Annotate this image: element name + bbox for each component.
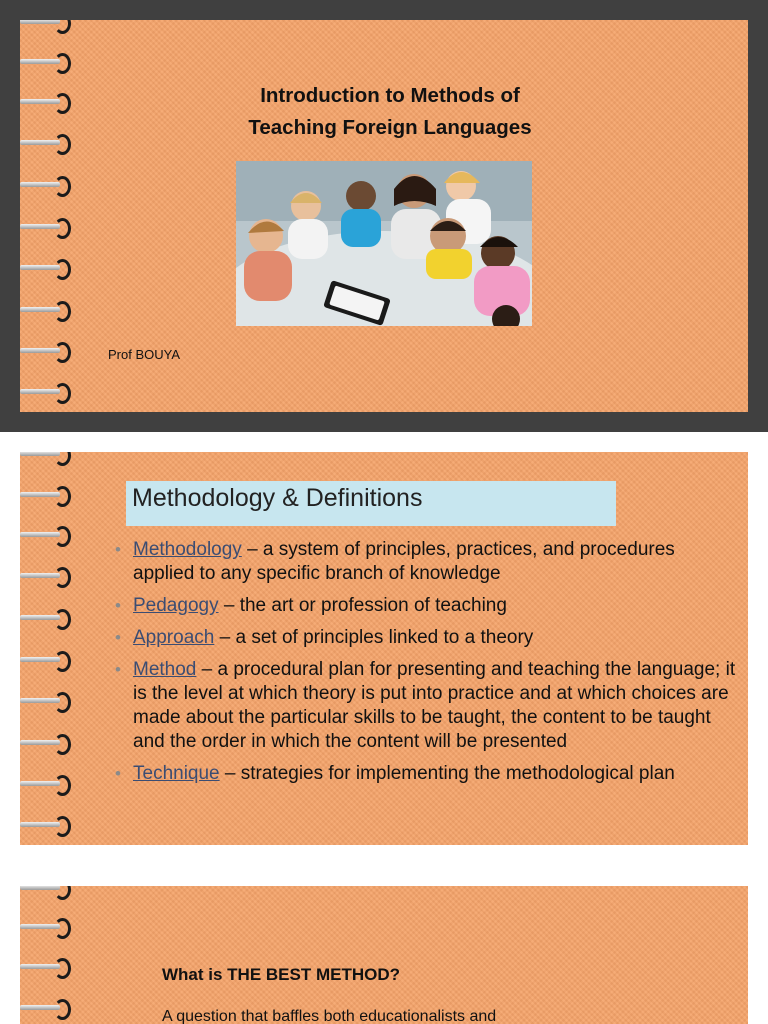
binding-ring-icon (20, 691, 90, 711)
term-technique-link[interactable]: Technique (133, 763, 220, 784)
slide-title (170, 80, 610, 144)
definition-item (115, 762, 740, 786)
binding-ring-icon (20, 382, 90, 402)
definition-item (115, 538, 740, 586)
term-approach-link[interactable]: Approach (133, 627, 215, 648)
binding-ring-icon (20, 525, 90, 545)
binding-ring-icon (20, 886, 90, 898)
binding-ring-icon (20, 917, 90, 937)
binding-ring-icon (20, 133, 90, 153)
definition-list (115, 538, 740, 794)
binding-ring-icon (20, 733, 90, 753)
definition-text: – strategies for implementing the methodological plan (219, 763, 675, 784)
binding-ring-icon (20, 566, 90, 586)
spiral-binding (20, 20, 90, 412)
slide-2 (20, 452, 748, 845)
binding-ring-icon (20, 815, 90, 835)
definition-text: – a procedural plan for presenting and teaching the language; it is the level at which theory is put into practice and at which choices are made about the particular skills to be taught, the content to be taught and the order in which the content will be presented (133, 659, 736, 752)
slide-title-box (126, 481, 616, 526)
binding-ring-icon (20, 452, 90, 464)
binding-ring-icon (20, 650, 90, 670)
title-line-2: Teaching Foreign Languages (248, 116, 532, 139)
binding-ring-icon (20, 341, 90, 361)
bullet-icon: • (115, 596, 121, 615)
spiral-binding (20, 886, 90, 1024)
binding-ring-icon (20, 20, 90, 32)
bullet-icon: • (115, 660, 121, 679)
classroom-photo (236, 161, 532, 326)
bullet-icon: • (115, 540, 121, 559)
children-with-tablet-image (236, 161, 532, 326)
binding-ring-icon (20, 258, 90, 278)
binding-ring-icon (20, 92, 90, 112)
title-line-1: Introduction to Methods of (260, 84, 520, 107)
slide-body-text: A question that baffles both educationalists and (162, 1008, 497, 1024)
definition-text: – the art or profession of teaching (218, 595, 507, 616)
binding-ring-icon (20, 998, 90, 1018)
binding-ring-icon (20, 774, 90, 794)
slide-3 (20, 886, 748, 1024)
definition-item (115, 594, 740, 618)
binding-ring-icon (20, 217, 90, 237)
binding-ring-icon (20, 957, 90, 977)
binding-ring-icon (20, 485, 90, 505)
slide-heading: What is THE BEST METHOD? (162, 965, 400, 984)
binding-ring-icon (20, 52, 90, 72)
binding-ring-icon (20, 608, 90, 628)
definition-text: – a system of principles, practices, and procedures applied to any specific branch of knowledge (133, 539, 675, 584)
term-methodology-link[interactable]: Methodology (133, 539, 242, 560)
bullet-icon: • (115, 764, 121, 783)
author-name: Prof BOUYA (108, 347, 181, 362)
binding-ring-icon (20, 175, 90, 195)
definition-text: – a set of principles linked to a theory (214, 627, 534, 648)
definition-item (115, 626, 740, 650)
definition-item (115, 658, 740, 754)
binding-ring-icon (20, 300, 90, 320)
spiral-binding (20, 452, 90, 845)
slide-1 (20, 20, 748, 412)
term-pedagogy-link[interactable]: Pedagogy (133, 595, 219, 616)
term-method-link[interactable]: Method (133, 659, 197, 680)
slide-title: Methodology & Definitions (132, 484, 423, 512)
bullet-icon: • (115, 628, 121, 647)
